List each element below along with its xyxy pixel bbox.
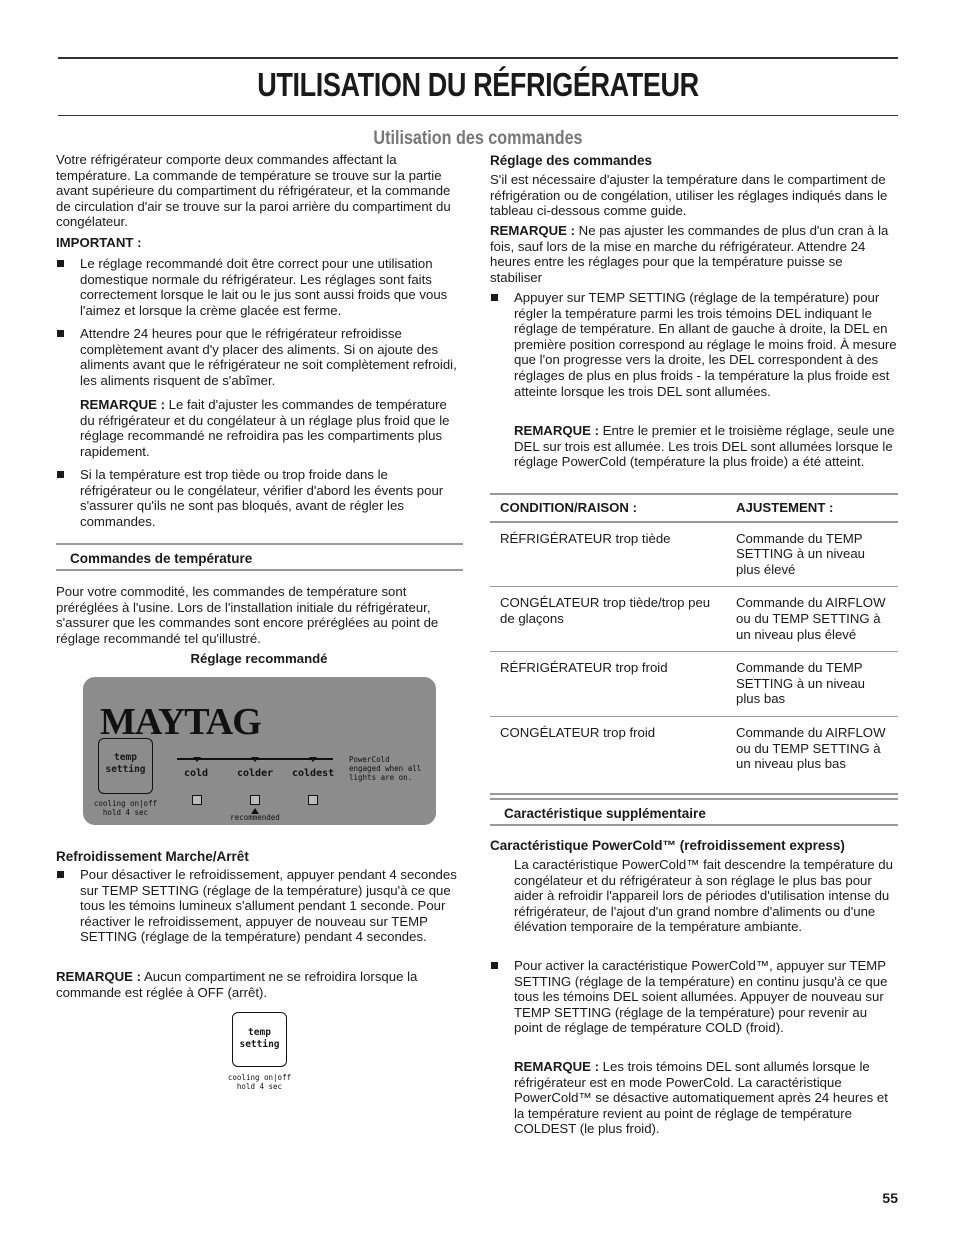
label-coldest: coldest	[292, 768, 335, 779]
cooling-onoff-caption: cooling on|off hold 4 sec	[93, 799, 158, 817]
bullet-marker	[57, 471, 64, 478]
adjustment-table	[490, 493, 898, 795]
intro-paragraph: Votre réfrigérateur comporte deux commandes affectant la température. La commande de température se trouve sur la partie avant supérieure du compartiment du réfrigérateur, et la commande de circulation d'air se trouve sur la paroi arrière du compartiment du congélateur.	[56, 152, 451, 230]
bullet-marker	[57, 871, 64, 878]
table-header: AJUSTEMENT :	[726, 494, 898, 522]
label-colder: colder	[237, 768, 274, 779]
led-colder	[250, 795, 260, 805]
bullet-recommended: Le réglage recommandé doit être correct pour une utilisation domestique normale du réfrigérateur. Les réglages sont faits correctement lorsque le lait ou le jus sont aussi froids que vous l'aimez et lorsque la crème glacée est ferme.	[80, 256, 448, 318]
bullet-cooling-off: Pour désactiver le refroidissement, appuyer pendant 4 secondes sur TEMP SETTING (réglage de la température) jusqu'à ce que tous les témoins lumineux s'allument pendant 1 seconde. Pour réactiver le refroidissement, appuyer de nouveau sur TEMP SETTING (réglage de la température) pendant 4 secondes.	[80, 867, 457, 945]
temp-setting-label: temp	[248, 1027, 271, 1038]
section-header-extra: Caractéristique supplémentaire	[490, 798, 898, 826]
page-title: UTILISATION DU RÉFRIGÉRATEUR	[257, 66, 699, 103]
section-header-temperature: Commandes de température	[56, 543, 463, 571]
table-row: CONGÉLATEUR trop froid Commande du AIRFLOW ou du TEMP SETTING à un niveau plus bas	[490, 716, 898, 793]
cooling-heading: Refroidissement Marche/Arrêt	[56, 849, 249, 864]
reglage-paragraph: S'il est nécessaire d'ajuster la température dans le compartiment de réfrigération ou de congélation, utiliser les réglages indiqués dans le tableau ci-dessous comme guide.	[490, 172, 888, 219]
reglage-heading: Réglage des commandes	[490, 153, 653, 168]
table-row: RÉFRIGÉRATEUR trop tiède Commande du TEMP SETTING à un niveau plus élevé	[490, 522, 898, 587]
temperature-paragraph: Pour votre commodité, les commandes de température sont préréglées à l'usine. Lors de l'installation initiale du réfrigérateur, s'assurer que les commandes sont encore préréglées au point de réglage recommandé tel qu'illustré.	[56, 584, 439, 646]
note-led: REMARQUE : Entre le premier et le troisième réglage, seule une DEL sur trois est allumée. Les trois DEL sont allumées lorsque le réglage PowerCold (température la plus froide) a été atteint.	[514, 423, 895, 470]
title-rule	[58, 115, 898, 116]
temp-setting-button[interactable]	[98, 738, 153, 794]
bullet-wait-24h: Attendre 24 heures pour que le réfrigérateur refroidisse complètement avant d'y placer des aliments. Si on ajoute des aliments avant que le réfrigérateur ne soit complètement refroidi, les aliments risquent de s'abîmer.	[80, 326, 457, 388]
bullet-marker	[491, 962, 498, 969]
led-indicator-bar	[175, 754, 335, 764]
maytag-logo: MAYTAG	[100, 701, 261, 743]
led-cold	[192, 795, 202, 805]
powercold-heading: Caractéristique PowerCold™ (refroidissement express)	[490, 838, 845, 853]
figure-caption: Réglage recommandé	[190, 651, 328, 666]
note-no-cooling: REMARQUE : Aucun compartiment ne se refroidira lorsque la commande est réglée à OFF (arrêt).	[56, 969, 418, 1000]
recommended-caption: recommended	[230, 813, 280, 822]
cooling-onoff-caption: cooling on|off hold 4 sec	[227, 1073, 292, 1091]
note-powercold: REMARQUE : Les trois témoins DEL sont allumés lorsque le réfrigérateur est en mode PowerCold. La caractéristique PowerCold™ se désactive automatiquement après 24 heures et la température revient au point de réglage de température COLDEST (le plus froid).	[514, 1059, 888, 1137]
table-header: CONDITION/RAISON :	[490, 494, 726, 522]
section-subtitle: Utilisation des commandes	[373, 128, 583, 149]
temp-setting-label: setting	[105, 764, 146, 775]
label-cold: cold	[184, 768, 209, 779]
note-one-step: REMARQUE : Ne pas ajuster les commandes de plus d'un cran à la fois, sauf lors de la mise en marche du réfrigérateur. Attendre 24 heures entre les réglages pour que la température puisse se stabiliser	[490, 223, 889, 285]
temp-setting-button-figure[interactable]	[232, 1012, 287, 1067]
bullet-temp-setting: Appuyer sur TEMP SETTING (réglage de la température) pour régler la température parmi les trois témoins DEL indiquant le réglage de température. En allant de gauche à droite, la DEL en première position correspond au réglage le moins froid. À mesure que l'on progresse vers la droite, les DEL correspondent à des réglages de plus en plus froids - la température la plus froide est atteinte lorsque les trois DEL sont allumées.	[514, 290, 897, 399]
note-colder-setting: REMARQUE : Le fait d'ajuster les commandes de température du réfrigérateur et du congélateur à un réglage plus froid que le réglage recommandé ne refroidira pas les compartiments plus rapidement.	[80, 397, 450, 459]
table-row: RÉFRIGÉRATEUR trop froid Commande du TEMP SETTING à un niveau plus bas	[490, 652, 898, 717]
important-label: IMPORTANT :	[56, 235, 142, 250]
bullet-marker	[491, 294, 498, 301]
bullet-marker	[57, 260, 64, 267]
page-number: 55	[882, 1190, 898, 1206]
powercold-paragraph: La caractéristique PowerCold™ fait descendre la température du congélateur et du réfrigérateur à son réglage le plus bas pour aider à refroidir l'appareil lors de périodes d'utilisation intense du réfrigérateur, de l'ajout d'un grand nombre d'aliments ou d'une élévation temporaire de la température ambiante.	[514, 857, 893, 935]
bullet-check-vents: Si la température est trop tiède ou trop froide dans le réfrigérateur ou le congélateur, vérifier d'abord les évents pour s'assurer qu'ils ne sont pas bloqués, avant de régler les commandes.	[80, 467, 444, 529]
temp-setting-label: temp	[114, 752, 137, 763]
bullet-activate-powercold: Pour activer la caractéristique PowerCold™, appuyer sur TEMP SETTING (réglage de la température) en continu jusqu'à ce que tous les témoins DEL soient allumées. Appuyer de nouveau sur TEMP SETTING (réglage de la température) pour revenir au point de réglage de température COLD (froid).	[514, 958, 888, 1036]
temp-setting-label: setting	[239, 1039, 280, 1050]
bullet-marker	[57, 330, 64, 337]
table-row: CONGÉLATEUR trop tiède/trop peu de glaçons Commande du AIRFLOW ou du TEMP SETTING à un niveau plus élevé	[490, 587, 898, 652]
powercold-caption: PowerCold engaged when all lights are on.	[349, 755, 422, 782]
top-rule	[58, 57, 898, 59]
led-coldest	[308, 795, 318, 805]
